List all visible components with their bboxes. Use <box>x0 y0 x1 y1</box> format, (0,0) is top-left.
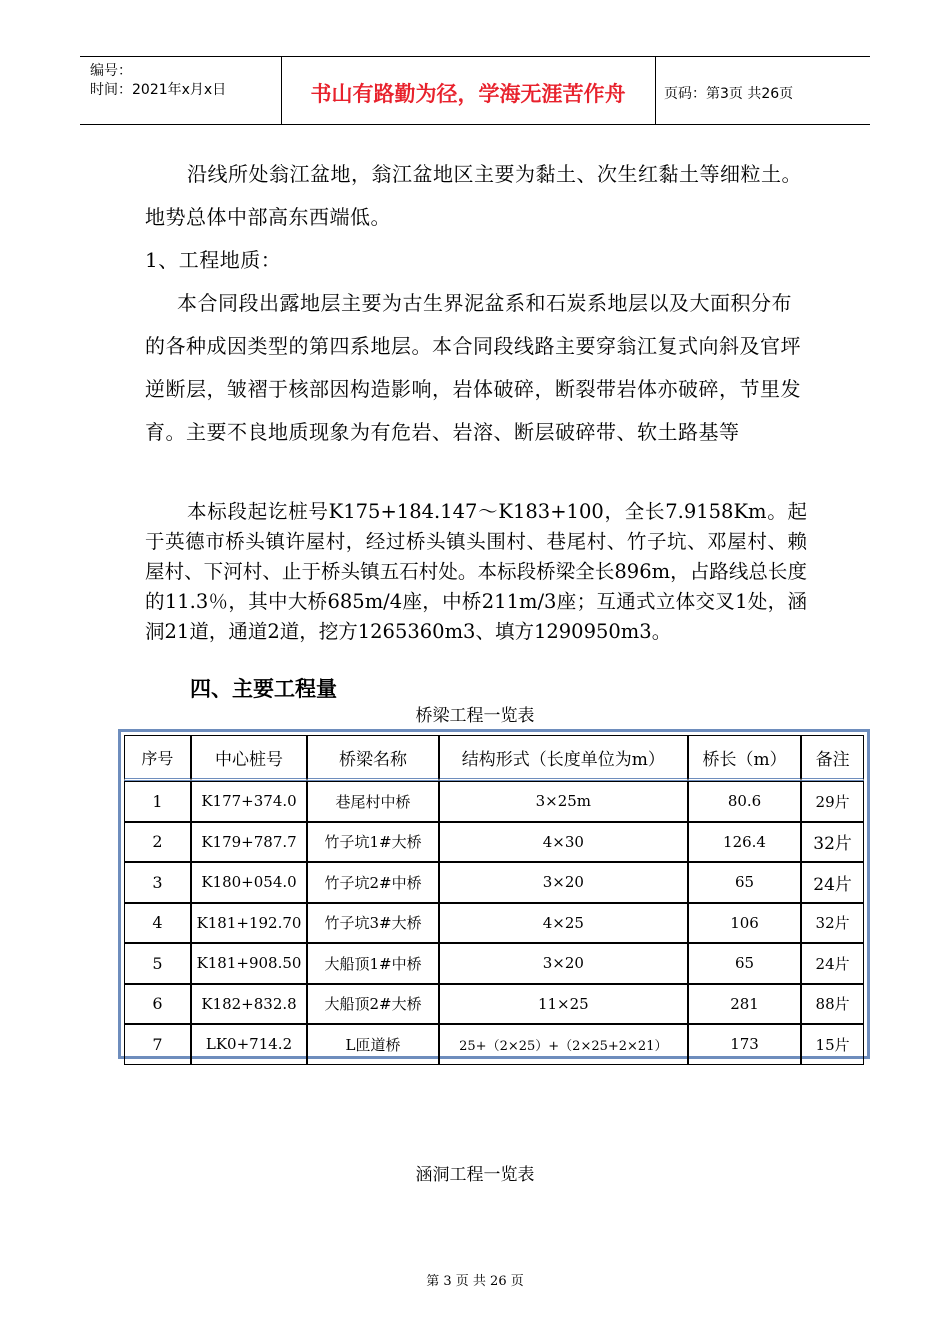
cell-station: LK0+714.2 <box>191 1024 307 1065</box>
cell-structure: 4×25 <box>439 903 688 944</box>
table-row <box>124 862 864 903</box>
cell-note: 15片 <box>801 1024 864 1065</box>
header-cell-length: 桥长（m） <box>688 735 801 781</box>
cell-structure: 3×20 <box>439 943 688 984</box>
cell-structure: 3×20 <box>439 862 688 903</box>
cell-note: 32片 <box>801 903 864 944</box>
geology-heading: 1、工程地质： <box>145 248 282 272</box>
header-cell-name: 桥梁名称 <box>307 735 439 781</box>
cell-name: 竹子坑1#大桥 <box>307 822 439 863</box>
table-row <box>124 943 864 984</box>
page-footer: 第 3 页 共 26 页 <box>426 1274 524 1289</box>
header-page-info: 页码：第3页 共26页 <box>664 86 794 102</box>
table-row <box>124 903 864 944</box>
table-row <box>124 822 864 863</box>
table-row <box>124 1024 864 1065</box>
cell-name: 大船顶1#中桥 <box>307 943 439 984</box>
cell-name: 竹子坑2#中桥 <box>307 862 439 903</box>
cell-station: K179+787.7 <box>191 822 307 863</box>
header-divider-right <box>655 56 656 124</box>
table-row <box>124 781 864 822</box>
cell-length: 281 <box>688 984 801 1025</box>
table-row <box>124 984 864 1025</box>
cell-station: K182+832.8 <box>191 984 307 1025</box>
cell-name: L匝道桥 <box>307 1024 439 1065</box>
cell-seq: 7 <box>124 1024 191 1065</box>
cell-length: 173 <box>688 1024 801 1065</box>
cell-seq: 5 <box>124 943 191 984</box>
header-top-rule <box>80 56 870 57</box>
cell-length: 80.6 <box>688 781 801 822</box>
cell-note: 32片 <box>801 822 864 863</box>
geology-paragraph: 本合同段出露地层主要为古生界泥盆系和石炭系地层以及大面积分布的各种成因类型的第四系地层。本合同段线路主要穿翁江复式向斜及官坪逆断层，皱褶于核部因构造影响，岩体破碎，断裂带岩体亦破碎，节里发育。主要不良地质现象为有危岩、岩溶、断层破碎带、软土路基等 <box>145 291 801 444</box>
section-heading: 四、主要工程量 <box>190 677 337 701</box>
cell-name: 竹子坑3#大桥 <box>307 903 439 944</box>
cell-seq: 3 <box>124 862 191 903</box>
cell-seq: 6 <box>124 984 191 1025</box>
doc-number-label: 编号： <box>90 63 132 79</box>
header-divider-left <box>281 56 282 124</box>
section-paragraph: 本标段起讫桩号K175+184.147～K183+100，全长7.9158Km。起于英德市桥头镇许屋村，经过桥头镇头围村、巷尾村、竹子坑、邓屋村、赖屋村、下河村、止于桥头镇五石村处。本标段桥梁全长896m，占路线总长度的11.3％，其中大桥685m/4座，中桥211m/3座；互通式立体交叉1处，涵洞21道，通道2道，挖方1265360m3、填方1290950m3。 <box>145 500 807 643</box>
cell-station: K180+054.0 <box>191 862 307 903</box>
cell-note: 24片 <box>801 943 864 984</box>
bridge-table-title: 桥梁工程一览表 <box>415 706 535 726</box>
header-cell-station: 中心桩号 <box>191 735 307 781</box>
cell-seq: 4 <box>124 903 191 944</box>
culvert-table-title: 涵洞工程一览表 <box>415 1165 535 1185</box>
cell-structure: 3×25m <box>439 781 688 822</box>
cell-station: K177+374.0 <box>191 781 307 822</box>
cell-note: 88片 <box>801 984 864 1025</box>
cell-station: K181+192.70 <box>191 903 307 944</box>
cell-length: 65 <box>688 862 801 903</box>
header-motto: 书山有路勤为径，学海无涯苦作舟 <box>310 82 626 106</box>
intro-paragraph: 沿线所处翁江盆地，翁江盆地区主要为黏土、次生红黏土等细粒土。地势总体中部高东西端低。 <box>145 162 802 229</box>
cell-station: K181+908.50 <box>191 943 307 984</box>
cell-name: 大船顶2#大桥 <box>307 984 439 1025</box>
cell-length: 126.4 <box>688 822 801 863</box>
cell-seq: 1 <box>124 781 191 822</box>
cell-length: 65 <box>688 943 801 984</box>
header-cell-seq: 序号 <box>124 735 191 781</box>
header-cell-note: 备注 <box>801 735 864 781</box>
table-header-row <box>124 735 864 781</box>
doc-time-label: 时间：2021年x月x日 <box>90 82 227 98</box>
cell-length: 106 <box>688 903 801 944</box>
cell-structure: 4×30 <box>439 822 688 863</box>
cell-note: 29片 <box>801 781 864 822</box>
bridge-table <box>118 729 870 1059</box>
cell-structure: 11×25 <box>439 984 688 1025</box>
header-cell-structure: 结构形式（长度单位为m） <box>439 735 688 781</box>
cell-seq: 2 <box>124 822 191 863</box>
cell-note: 24片 <box>801 862 864 903</box>
cell-structure: 25+（2×25）+（2×25+2×21） <box>439 1024 688 1065</box>
header-bottom-rule <box>80 124 870 125</box>
cell-name: 巷尾村中桥 <box>307 781 439 822</box>
